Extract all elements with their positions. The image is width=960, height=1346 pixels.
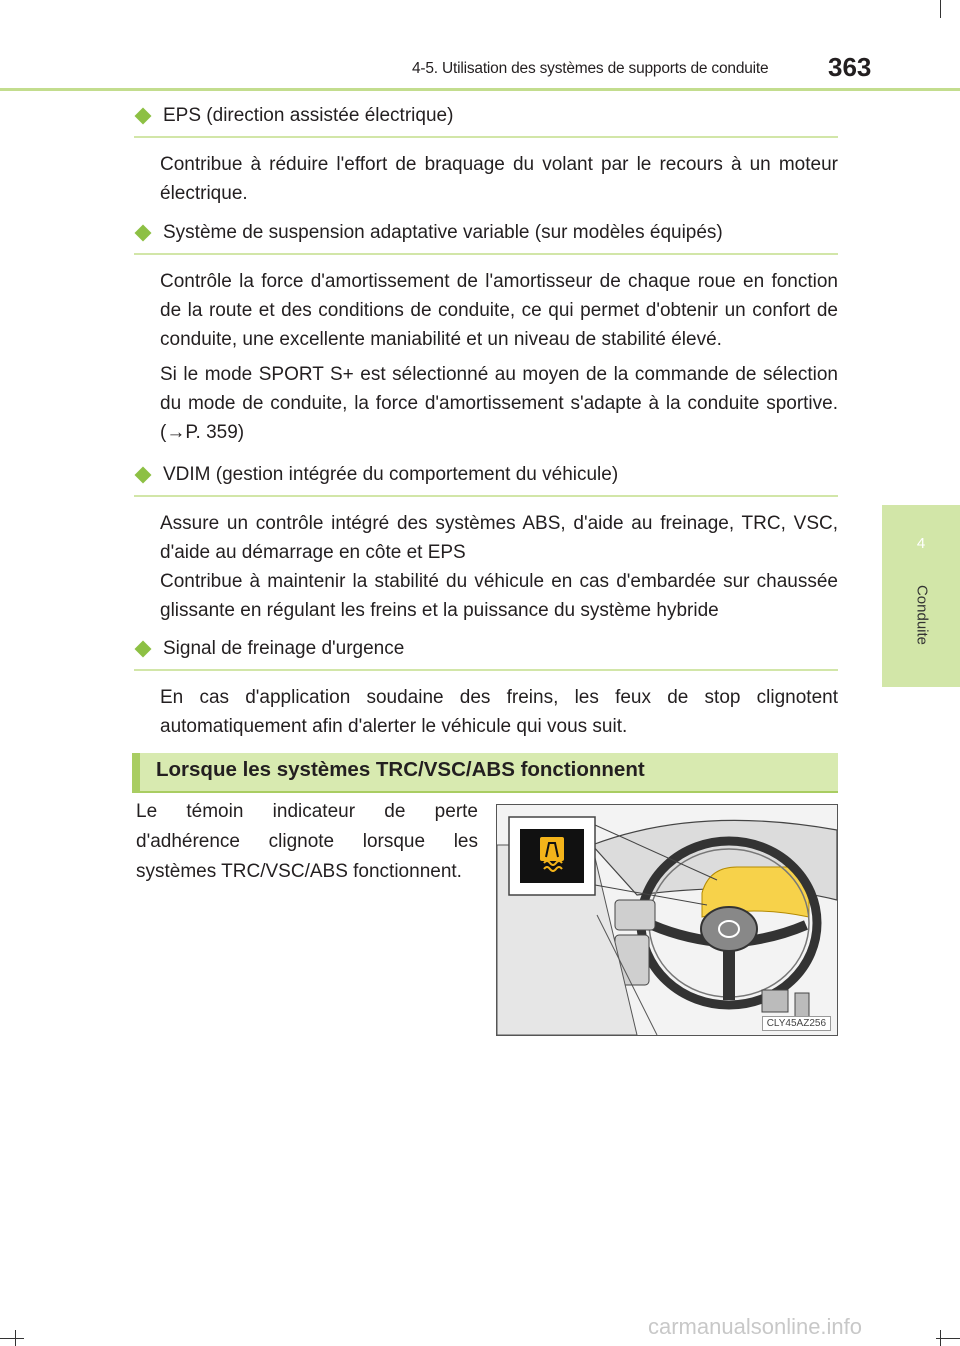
section-rule (134, 253, 838, 255)
diamond-bullet-icon (135, 225, 152, 242)
banner-title: Lorsque les systèmes TRC/VSC/ABS fonctionnent (156, 758, 645, 781)
dashboard-drawing (497, 805, 837, 1035)
paragraph: Si le mode SPORT S+ est sélectionné au moyen de la commande de sélection du mode de conduite, la force d'amortissement s'adapte à la conduite sportive. (→P. 359) (160, 364, 838, 443)
chapter-tab (882, 505, 960, 687)
section-body (160, 150, 838, 208)
paragraph: Contrôle la force d'amortissement de l'amortisseur de chaque roue en fonction de la route et des conditions de conduite, ce qui permet d'obtenir un confort de conduite, une excellente maniabilité et un niveau de stabilité élevé. (160, 271, 838, 350)
paragraph: En cas d'application soudaine des freins, les feux de stop clignotent automatiquement afin d'alerter le véhicule qui vous suit. (160, 687, 838, 737)
section-emergency-brake (134, 637, 838, 747)
section-eps (134, 104, 838, 214)
crop-mark (0, 1338, 24, 1339)
crop-mark (940, 0, 941, 18)
section-rule (134, 495, 838, 497)
image-code: CLY45AZ256 (762, 1016, 831, 1031)
header-rule (0, 88, 960, 91)
paragraph: Assure un contrôle intégré des systèmes ABS, d'aide au freinage, TRC, VSC, d'aide au démarrage en côte et EPS (160, 513, 838, 563)
section-title (134, 637, 838, 669)
section-title-text: EPS (direction assistée électrique) (163, 105, 454, 126)
trc-banner (132, 753, 838, 791)
section-body (160, 267, 838, 447)
section-body (160, 509, 838, 625)
section-rule (134, 669, 838, 671)
banner-rule (132, 791, 838, 793)
chapter-label: Conduite (913, 584, 931, 646)
section-title (134, 104, 838, 136)
running-head: 4-5. Utilisation des systèmes de supports de conduite (412, 60, 769, 77)
dashboard-illustration (496, 804, 838, 1036)
section-title (134, 463, 838, 495)
diamond-bullet-icon (135, 108, 152, 125)
crop-mark (936, 1338, 960, 1339)
section-title-text: Signal de freinage d'urgence (163, 638, 405, 659)
chapter-number: 4 (916, 535, 926, 552)
paragraph: Contribue à réduire l'effort de braquage du volant par le recours à un moteur électrique. (160, 154, 838, 204)
section-title-text: VDIM (gestion intégrée du comportement du véhicule) (163, 464, 619, 485)
diamond-bullet-icon (135, 641, 152, 658)
watermark: carmanualsonline.info (648, 1314, 863, 1339)
section-title-text: Système de suspension adaptative variable (sur modèles équipés) (163, 222, 723, 243)
page-number: 363 (828, 52, 872, 82)
section-body (160, 683, 838, 741)
trc-intro-text: Le témoin indicateur de perte d'adhérence clignote lorsque les systèmes TRC/VSC/ABS fonctionnent. (136, 801, 478, 882)
diamond-bullet-icon (135, 467, 152, 484)
section-suspension (134, 221, 838, 453)
section-rule (134, 136, 838, 138)
section-vdim (134, 463, 838, 631)
paragraph: Contribue à maintenir la stabilité du véhicule en cas d'embardée sur chaussée glissante en régulant les freins et la puissance du système hybride (160, 571, 838, 621)
section-title (134, 221, 838, 253)
